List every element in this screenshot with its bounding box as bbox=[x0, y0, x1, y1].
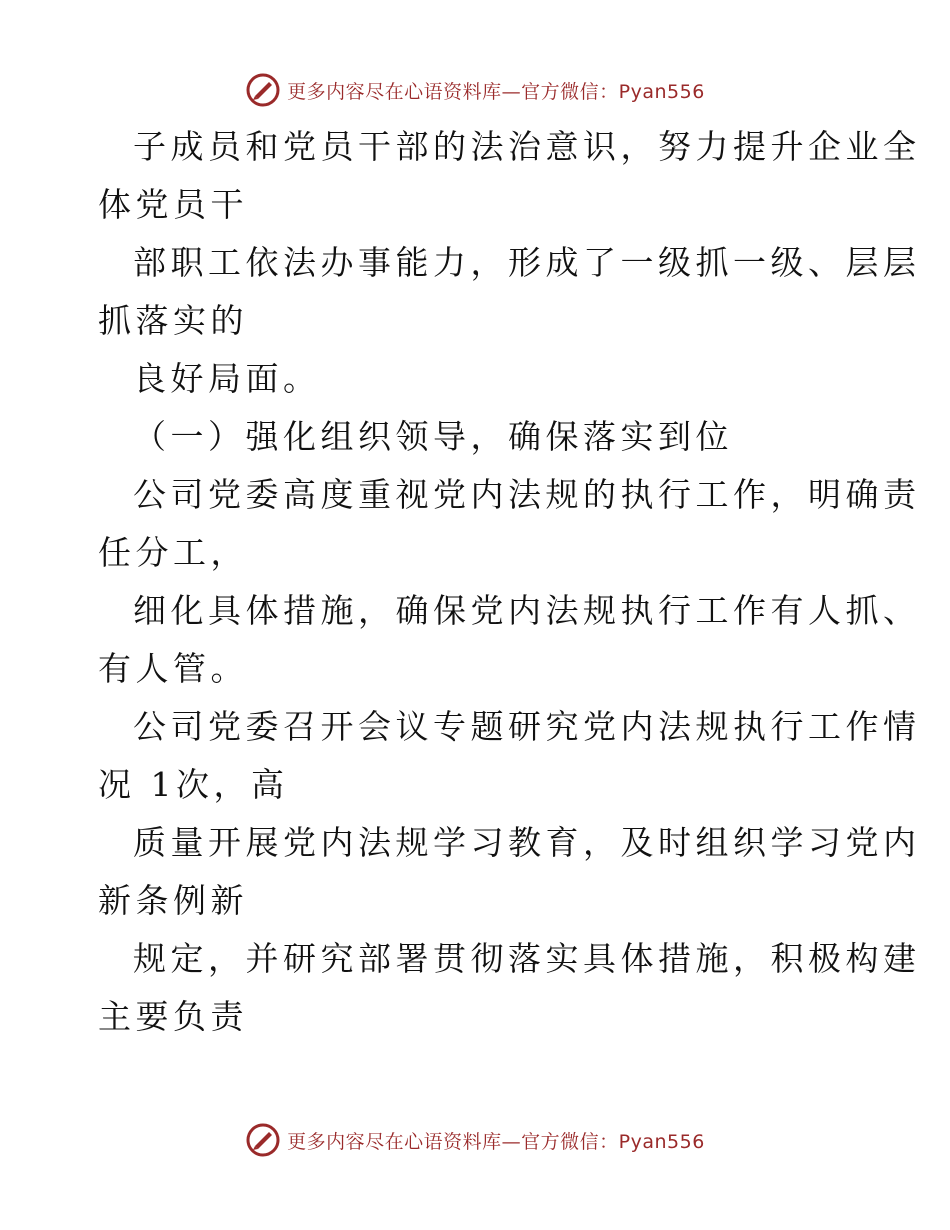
text-line: 况 1次，高 bbox=[98, 765, 289, 804]
text-line: 规定，并研究部署贯彻落实具体措施，积极构建 bbox=[133, 939, 921, 978]
text-line: 质量开展党内法规学习教育，及时组织学习党内 bbox=[133, 823, 921, 862]
pen-logo-icon bbox=[245, 1122, 281, 1158]
text-line: 公司党委高度重视党内法规的执行工作，明确责 bbox=[133, 475, 921, 514]
text-line: 新条例新 bbox=[98, 881, 248, 920]
text-line: 任分工， bbox=[98, 533, 248, 572]
text-line: 有人管。 bbox=[98, 649, 248, 688]
text-line: 子成员和党员干部的法治意识，努力提升企业全 bbox=[133, 127, 921, 166]
wechat-id: Pyan556 bbox=[618, 1130, 705, 1153]
text-line: 公司党委召开会议专题研究党内法规执行工作情 bbox=[133, 707, 921, 746]
text-line: 部职工依法办事能力，形成了一级抓一级、层层 bbox=[133, 243, 921, 282]
text-line: 主要负责 bbox=[98, 997, 248, 1036]
section-heading: （一）强化组织领导，确保落实到位 bbox=[133, 417, 733, 456]
wechat-id: Pyan556 bbox=[618, 80, 705, 103]
pen-logo-icon bbox=[245, 72, 281, 108]
text-line: 抓落实的 bbox=[98, 301, 248, 340]
footer-banner bbox=[0, 1120, 950, 1160]
banner-text: 更多内容尽在心语资料库—官方微信：Pyan556 bbox=[287, 80, 705, 103]
header-banner bbox=[0, 70, 950, 110]
text-line: 细化具体措施，确保党内法规执行工作有人抓、 bbox=[133, 591, 921, 630]
text-line: 良好局面。 bbox=[133, 359, 321, 398]
text-line: 体党员干 bbox=[98, 185, 248, 224]
banner-text: 更多内容尽在心语资料库—官方微信：Pyan556 bbox=[287, 1130, 705, 1153]
